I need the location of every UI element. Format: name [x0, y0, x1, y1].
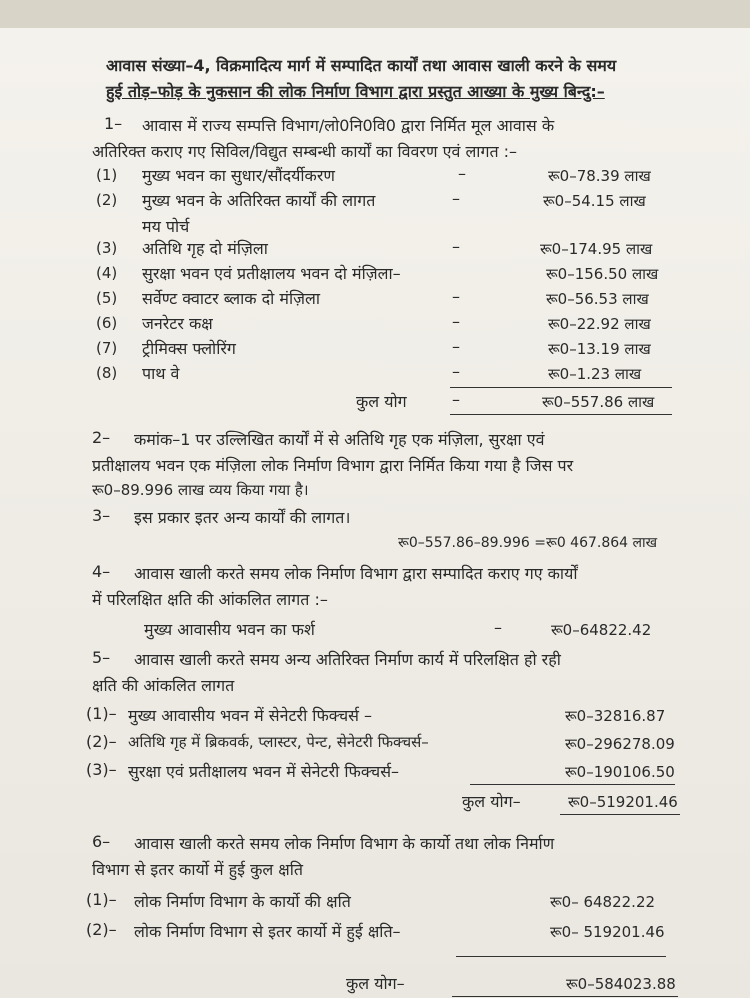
s1-item-2-label: मुख्य भवन के अतिरिक्त कार्यों की लागत: [142, 191, 376, 210]
s5-item-1-number: (1)–: [86, 704, 117, 723]
s6-item-1-amount: रू0– 64822.22: [550, 893, 656, 911]
section-6-number: 6–: [92, 832, 111, 851]
s5-item-1-amount: रू0–32816.87: [565, 707, 666, 725]
s1-item-3-amount: रू0–174.95 लाख: [540, 240, 653, 258]
s1-item-6-amount: रू0–22.92 लाख: [548, 315, 651, 333]
s1-item-7-label: ट्रीमिक्स फ्लोरिंग: [142, 339, 236, 358]
s1-item-5-amount: रू0–56.53 लाख: [546, 290, 649, 308]
s6-item-1-label: लोक निर्माण विभाग के कार्यो की क्षति: [134, 892, 351, 911]
s1-item-1-dash: –: [458, 164, 466, 183]
section-2-text-3: रू0–89.996 लाख व्यय किया गया है।: [92, 481, 309, 499]
s1-item-7-amount: रू0–13.19 लाख: [548, 340, 651, 358]
s1-item-2-label-cont: मय पोर्च: [142, 217, 190, 236]
s1-item-3-number: (3): [96, 239, 118, 257]
s5-item-3-label: सुरक्षा एवं प्रतीक्षालय भवन में सेनेटरी फिक्चर्स–: [128, 762, 400, 781]
s6-item-2-amount: रू0– 519201.46: [550, 923, 665, 941]
s5-total-amount: रू0–519201.46: [568, 793, 678, 811]
section-6-text-2: विभाग से इतर कार्यो में हुई कुल क्षति: [92, 860, 304, 879]
s6-total-label: कुल योग–: [346, 974, 405, 993]
s1-item-7-number: (7): [96, 339, 118, 357]
s5-item-3-amount: रू0–190106.50: [565, 763, 675, 781]
s1-item-8-dash: –: [452, 362, 460, 381]
section-1-number: 1–: [104, 114, 123, 133]
s1-total-label: कुल योग: [356, 392, 407, 411]
s6-subtotal-rule: [456, 956, 666, 957]
s1-item-3-dash: –: [452, 237, 460, 256]
section-4-number: 4–: [92, 562, 111, 581]
s5-subtotal-rule: [470, 784, 675, 785]
s5-item-3-number: (3)–: [86, 760, 117, 779]
s6-item-1-number: (1)–: [86, 890, 117, 909]
s1-item-3-label: अतिथि गृह दो मंज़िला: [142, 239, 268, 258]
section-2-text-2: प्रतीक्षालय भवन एक मंज़िला लोक निर्माण विभाग द्वारा निर्मित किया गया है जिस पर: [92, 456, 574, 475]
section-6-text-1: आवास खाली करते समय लोक निर्माण विभाग के कार्यो तथा लोक निर्माण: [134, 834, 555, 853]
s6-total-amount: रू0–584023.88: [566, 975, 676, 993]
s5-item-1-label: मुख्य आवासीय भवन में सेनेटरी फिक्चर्स –: [128, 706, 373, 725]
s1-item-6-number: (6): [96, 314, 118, 332]
s5-item-2-label: अतिथि गृह में ब्रिकवर्क, प्लास्टर, पेन्ट, सेनेटरी फिक्चर्स–: [128, 733, 429, 751]
section-5-number: 5–: [92, 648, 111, 667]
s6-item-2-label: लोक निर्माण विभाग से इतर कार्यो में हुई क्षति–: [134, 922, 401, 941]
s1-item-8-amount: रू0–1.23 लाख: [548, 365, 642, 383]
s5-total-label: कुल योग–: [462, 792, 521, 811]
s4-item-amount: रू0–64822.42: [551, 621, 652, 639]
heading-line-2: हुई तोड़–फोड़ के नुकसान की लोक निर्माण विभाग द्वारा प्रस्तुत आख्या के मुख्य बिन्दु:–: [106, 82, 605, 101]
section-3-number: 3–: [92, 506, 111, 525]
s6-total-rule: [452, 996, 678, 997]
section-5-text-1: आवास खाली करते समय अन्य अतिरिक्त निर्माण कार्य में परिलक्षित हो रही: [134, 650, 561, 669]
s5-item-2-number: (2)–: [86, 732, 117, 751]
s1-item-4-number: (4): [96, 264, 118, 282]
s1-item-7-dash: –: [452, 337, 460, 356]
s5-item-2-amount: रू0–296278.09: [565, 735, 675, 753]
heading-line-1: आवास संख्या–4, विक्रमादित्य मार्ग में सम्पादित कार्यों तथा आवास खाली करने के समय: [106, 56, 617, 75]
section-3-text-1: इस प्रकार इतर अन्य कार्यों की लागत।: [134, 508, 351, 527]
s4-item-label: मुख्य आवासीय भवन का फर्श: [144, 620, 315, 639]
section-1-text-2: अतिरिक्त कराए गए सिविल/विद्युत सम्बन्धी कार्यों का विवरण एवं लागत :–: [92, 142, 518, 161]
s1-item-8-number: (8): [96, 364, 118, 382]
section-1-text-1: आवास में राज्य सम्पत्ति विभाग/लो0नि0वि0 द्वारा निर्मित मूल आवास के: [142, 116, 555, 135]
s1-item-2-amount: रू0–54.15 लाख: [543, 192, 646, 210]
s1-item-6-label: जनरेटर कक्ष: [142, 314, 213, 333]
s1-item-4-amount: रू0–156.50 लाख: [546, 265, 659, 283]
s1-item-2-number: (2): [96, 191, 118, 209]
s1-item-2-dash: –: [452, 189, 460, 208]
s1-item-1-number: (1): [96, 166, 118, 184]
s1-total-dash: –: [452, 390, 460, 409]
document-page: [0, 28, 750, 998]
s1-total-rule: [450, 414, 672, 415]
section-4-text-2: में परिलक्षित क्षति की आंकलित लागत :–: [92, 590, 328, 609]
s1-subtotal-rule: [450, 387, 672, 388]
s1-total-amount: रू0–557.86 लाख: [542, 393, 655, 411]
section-4-text-1: आवास खाली करते समय लोक निर्माण विभाग द्वारा सम्पादित कराए गए कार्यों: [134, 564, 578, 583]
s1-item-5-dash: –: [452, 287, 460, 306]
s1-item-8-label: पाथ वे: [142, 364, 180, 383]
section-5-text-2: क्षति की आंकलित लागत: [92, 676, 235, 695]
section-2-text-1: कमांक–1 पर उल्लिखित कार्यों में से अतिथि गृह एक मंज़िला, सुरक्षा एवं: [134, 430, 545, 449]
s1-item-5-label: सर्वेण्ट क्वाटर ब्लाक दो मंज़िला: [142, 289, 320, 308]
section-3-calculation: रू0–557.86–89.996 =रू0 467.864 लाख: [398, 535, 658, 551]
s4-item-dash: –: [494, 618, 502, 637]
s1-item-4-label: सुरक्षा भवन एवं प्रतीक्षालय भवन दो मंज़िला–: [142, 264, 401, 283]
s1-item-5-number: (5): [96, 289, 118, 307]
section-2-number: 2–: [92, 428, 111, 447]
s1-item-1-label: मुख्य भवन का सुधार/सौंदर्यीकरण: [142, 166, 335, 185]
s1-item-6-dash: –: [452, 312, 460, 331]
s6-item-2-number: (2)–: [86, 920, 117, 939]
s1-item-1-amount: रू0–78.39 लाख: [548, 167, 651, 185]
s5-total-rule: [560, 814, 680, 815]
